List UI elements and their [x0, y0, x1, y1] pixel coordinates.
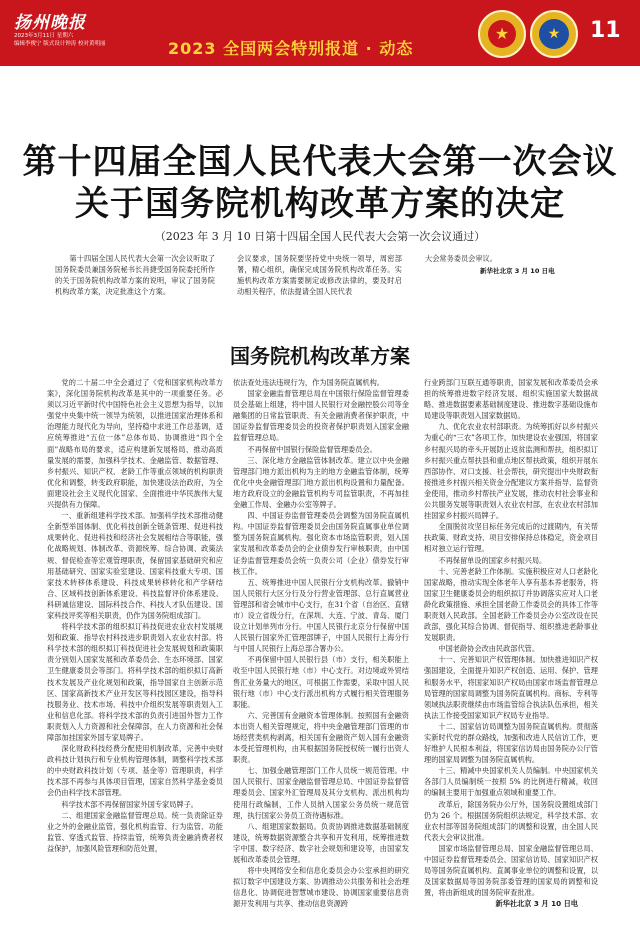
header-divider	[0, 64, 640, 66]
body-paragraph: 四、中国证券监督管理委员会调整为国务院直属机构。中国证券监督管理委员会由国务院直属事业单位调整为国务院直属机构。强化资本市场监管职责，划入国家发展和改革委员会的企业债券发行审核职责，由中国证券监督管理委员会统一负责公司（企业）债券发行审核工作。	[233, 511, 409, 576]
body-paragraph: 将中央网络安全和信息化委员会办公室承担的研究拟订数字中国建设方案、协调推动公共服务和社会治理信息化、协调促进智慧城市建设、协调国家重要信息资源开发利用与共享、推动信息资源跨	[233, 866, 409, 909]
headline-subtitle: （2023 年 3 月 10 日第十四届全国人民代表大会第一次会议通过）	[154, 230, 486, 243]
section-title: 国务院机构改革方案	[230, 344, 410, 368]
body-paragraph: 三、深化地方金融监管体制改革。建立以中央金融管理部门地方派出机构为主的地方金融监管体制，统筹优化中央金融管理部门地方派出机构设置和力量配备。地方政府设立的金融监管机构专司监管职责，不再加挂金融工作局、金融办公室等牌子。	[233, 455, 409, 510]
body-paragraph: 中国老龄协会改由民政部代管。	[438, 644, 540, 654]
intro-column-1	[55, 253, 215, 303]
section-banner: 2023 全国两会特别报道 · 动态	[168, 39, 414, 58]
body-paragraph: 二、组建国家金融监督管理总局。统一负责除证券业之外的金融业监管，强化机构监管、行为监管、功能监管、穿透式监管、持续监管，统筹负责金融消费者权益保护，加强风险管理和防范处置，	[47, 810, 223, 853]
body-paragraph: 一、重新组建科学技术部。加强科学技术部推动健全新型举国体制、优化科技创新全链条管理、促进科技成果转化、促进科技和经济社会发展相结合等职能，强化战略规划、体制改革、资源统筹、综合协调、政策法规、督促检查等宏观管理职责，保留国家基础研究和应用基础研究、国家实验室建设、国家科技重大专项、国家技术转移体系建设、科技成果转移转化和产学研结合、区域科技创新体系建设、科技监督评价体系建设、科研诚信建设、国际科技合作、科技人才队伍建设、国家科技评奖等相关职责，仍作为国务院组成部门。	[47, 511, 223, 620]
cppcc-emblem-icon: ★	[530, 10, 578, 58]
body-column-3	[424, 377, 598, 919]
body-column-2	[233, 377, 409, 919]
headline-line-1: 第十四届全国人民代表大会第一次会议	[22, 142, 618, 182]
body-paragraph: 深化财政科技经费分配使用机制改革，完善中央财政科技计划执行和专业机构管理体制，调整科学技术部的中央财政科技计划（专项、基金等）管理职责，科学技术部不再参与具体项目管理，国家自然科学基金委员会仍由科学技术部管理。	[47, 744, 223, 798]
body-paragraph: 行业跨部门互联互通等职责，国家发展和改革委员会承担的统筹推进数字经济发展、组织实施国家大数据战略、推进数据要素基础制度建设、推进数字基础设施布局建设等职责划入国家数据局。	[424, 378, 598, 421]
body-paragraph: 十二、国家信访局调整为国务院直属机构。贯彻落实新时代党的群众路线，加强和改进人民信访工作，更好维护人民根本利益，将国家信访局由国务院办公厅管理的国家局调整为国务院直属机构。	[424, 721, 598, 765]
body-dateline: 新华社北京 3 月 10 日电	[495, 899, 578, 909]
body-paragraph: 科学技术部不再保留国家外国专家局牌子。	[61, 799, 198, 809]
body-paragraph: 国家市场监督管理总局、国家金融监督管理总局、中国证券监督管理委员会、国家信访局、国家知识产权局等国务院直属机构、直属事业单位的调整和设置，以及国家数据局等国务院部委管理的国家局的调整和设置，将由新组成的国务院审查批准。	[424, 843, 598, 898]
body-paragraph: 七、加强金融管理部门工作人员统一规范管理。中国人民银行、国家金融监督管理总局、中国证券监督管理委员会、国家外汇管理局及其分支机构、派出机构均使用行政编制，工作人员纳入国家公务员统一规范管理，执行国家公务员工资待遇标准。	[233, 766, 409, 820]
body-paragraph: 不再保留单设的国家乡村振兴局。	[438, 555, 547, 565]
national-emblem-icon: ★	[478, 10, 526, 58]
body-column-1	[47, 377, 223, 919]
masthead-logo: 扬州晚报	[14, 13, 86, 33]
editor-credits: 编辑李俊宁 版式设计钟涛 校对黄明丽	[14, 41, 106, 47]
body-paragraph: 十一、完善知识产权管理体制。加快推进知识产权强国建设，全面提升知识产权创造、运用、保护、管理和服务水平，将国家知识产权局由国家市场监督管理总局管理的国家局调整为国务院直属机构。商标、专利等领域执法职责继续由市场监管综合执法队伍承担，相关执法工作接受国家知识产权局专业指导。	[424, 655, 598, 720]
issue-info	[14, 32, 106, 48]
intro-paragraph: 大会常务委员会审议。	[425, 254, 497, 263]
body-paragraph: 六、完善国有金融资本管理体制。按照国有金融资本出资人相关管理规定，将中央金融管理部门管理的市场经营类机构剥离，相关国有金融资产划入国有金融资本受托管理机构，由其根据国务院授权统一履行出资人职责。	[233, 710, 409, 765]
intro-dateline: 新华社北京 3 月 10 日电	[480, 267, 555, 275]
page-header	[0, 0, 640, 64]
body-paragraph: 不再保留中国银行保险监督管理委员会。	[247, 444, 377, 454]
body-paragraph: 将科学技术部的组织拟订科技促进农业农村发展规划和政策、指导农村科技进步职责划入农业农村部。将科学技术部的组织拟订科技促进社会发展规划和政策职责分别划入国家发展和改革委员会、生态环境部、国家卫生健康委员会等部门。将科学技术部的组织拟订高新技术发展及产业化规划和政策，指导国家自主创新示范区、国家高新技术产业开发区等科技园区建设，指导科技服务业、技术市场、科技中介组织发展等职责划入工业和信息化部。将科学技术部的负责引进国外智力工作职责划入人力资源和社会保障部，在人力资源和社会保障部加挂国家外国专家局牌子。	[47, 622, 223, 742]
body-paragraph: 五、统筹推进中国人民银行分支机构改革。撤销中国人民银行大区分行及分行营业管理部、总行直属营业管理部和省会城市中心支行，在31个省（自治区、直辖市）设立省级分行，在深圳、大连、宁波、青岛、厦门设立计划单列市分行。中国人民银行北京分行保留中国人民银行国家外汇管理部牌子，中国人民银行上海分行与中国人民银行上海总部合署办公。	[233, 577, 409, 654]
page-number: 11	[590, 18, 621, 43]
body-paragraph: 全面脱贫攻坚目标任务完成后的过渡期内，有关帮扶政策、财政支持、项目安排保持总体稳定，资金项目相对独立运行管理。	[424, 522, 598, 554]
body-paragraph: 九、优化农业农村部职责。为统筹抓好以乡村振兴为重心的“三农”各项工作，加快建设农业强国，将国家乡村振兴局的牵头开展防止返贫监测和帮扶，组织拟订乡村振兴重点帮扶县和重点地区帮扶政策，组织开展东西部协作、对口支援、社会帮扶，研究提出中央财政衔接推进乡村振兴相关资金分配建议方案并指导、监督资金使用，推动乡村帮扶产业发展，推动农村社会事业和公共服务发展等职责划入农业农村部，在农业农村部加挂国家乡村振兴局牌子。	[424, 422, 598, 521]
issue-date: 2023年3月11日 星期六	[14, 33, 74, 39]
intro-paragraph: 会议要求，国务院要坚持党中央统一领导，周密部署，精心组织，确保完成国务院机构改革任务。实施机构改革方案需要制定或修改法律的，要及时启动相关程序，依法提请全国人民代表	[237, 254, 402, 297]
intro-column-2	[237, 253, 402, 303]
headline-line-2: 关于国务院机构改革方案的决定	[75, 184, 565, 224]
body-paragraph: 国家金融监督管理总局在中国银行保险监督管理委员会基础上组建，将中国人民银行对金融控股公司等金融集团的日常监管职责、有关金融消费者保护职责，中国证券监督管理委员会的投资者保护职责划入国家金融监督管理总局。	[233, 389, 409, 443]
body-paragraph: 党的二十届二中全会通过了《党和国家机构改革方案》，深化国务院机构改革是其中的一项重要任务。必须以习近平新时代中国特色社会主义思想为指导，以加强党中央集中统一领导为统领，以推进国家治理体系和治理能力现代化为导向，坚持稳中求进工作总基调，适应统筹推进“五位一体”总体布局、协调推进“四个全面”战略布局的要求，适应构建新发展格局、推动高质量发展的需要，加强科学技术、金融监管、数据管理、乡村振兴、知识产权、老龄工作等重点领域的机构职责优化和调整，转变政府职能，加快建设法治政府，为全面建设社会主义现代化国家、全面推进中华民族伟大复兴提供有力保障。	[47, 378, 223, 510]
body-paragraph: 依法查处违法违规行为，作为国务院直属机构。	[233, 378, 384, 387]
body-paragraph: 十三、精减中央国家机关人员编制。中央国家机关各部门人员编制统一按照 5% 的比例进行精减，收回的编制主要用于加强重点领域和重要工作。	[424, 766, 598, 798]
intro-paragraph: 第十四届全国人民代表大会第一次会议听取了国务院委员兼国务院秘书长肖捷受国务院委托所作的关于国务院机构改革方案的说明，审议了国务院机构改革方案，决定批准这个方案。	[55, 254, 215, 297]
body-paragraph: 不再保留中国人民银行县（市）支行，相关职能上收至中国人民银行地（市）中心支行。对边境或外贸结售汇业务量大的地区，可根据工作需要，采取中国人民银行地（市）中心支行派出机构方式履行相关管理服务职能。	[233, 655, 409, 709]
body-paragraph: 八、组建国家数据局。负责协调推进数据基础制度建设，统筹数据资源整合共享和开发利用，统筹推进数字中国、数字经济、数字社会规划和建设等，由国家发展和改革委员会管理。	[233, 821, 409, 865]
body-paragraph: 十、完善老龄工作体制。实施积极应对人口老龄化国家战略，推动实现全体老年人享有基本养老服务，将国家卫生健康委员会的组织拟订并协调落实应对人口老龄化政策措施、承担全国老龄工作委员会的具体工作等职责划入民政部。全国老龄工作委员会办公室改设在民政部，强化其综合协调、督促指导、组织推进老龄事业发展职责。	[424, 566, 598, 643]
body-paragraph: 改革后，除国务院办公厅外，国务院设置组成部门仍为 26 个。根据国务院组织法规定，科学技术部、农业农村部等国务院组成部门的调整和设置，由全国人民代表大会审议批准。	[424, 799, 598, 842]
